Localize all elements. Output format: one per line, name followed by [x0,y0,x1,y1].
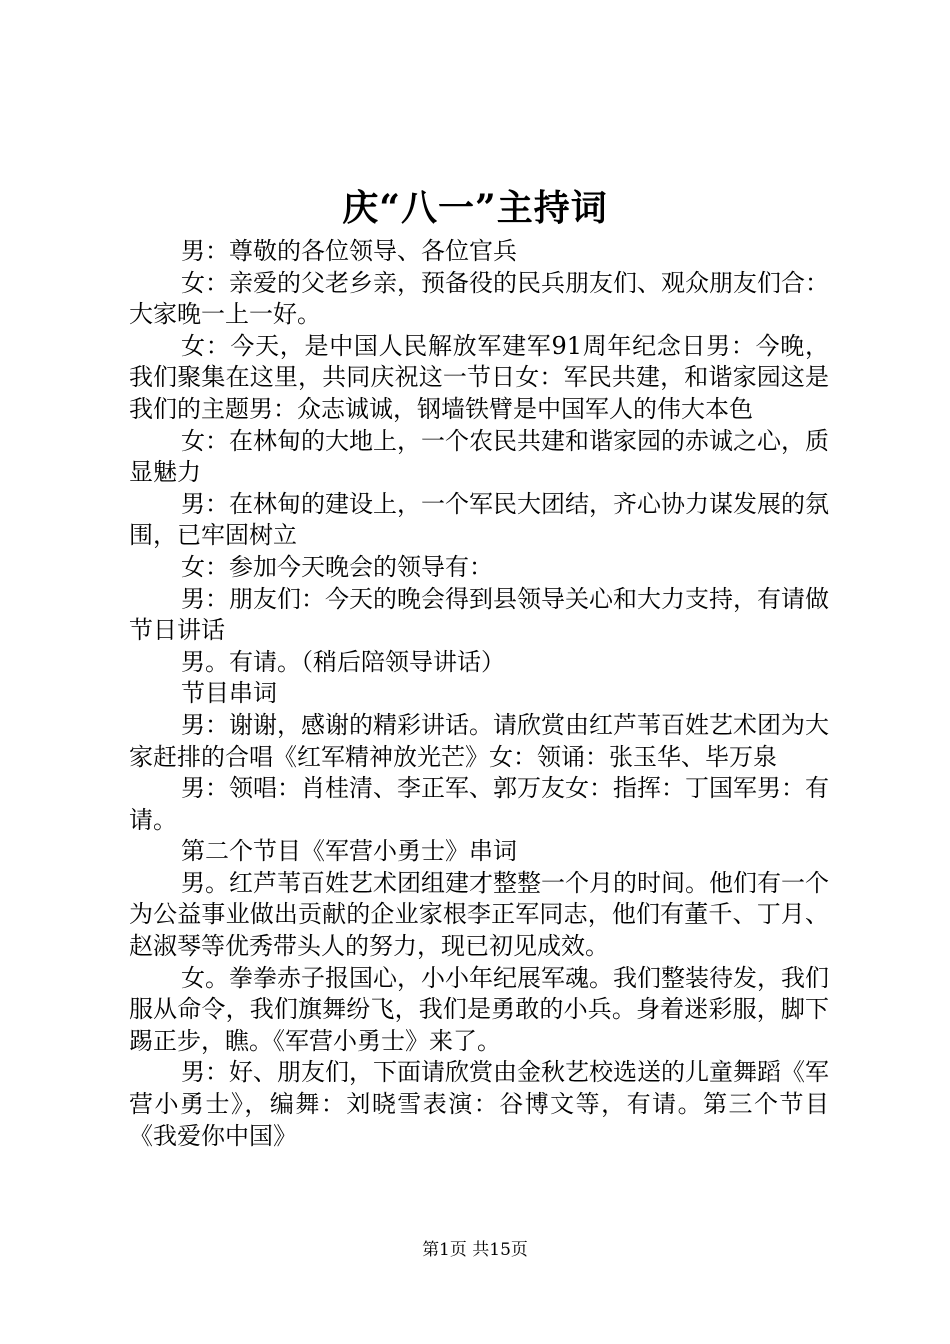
document-body [129,236,829,1152]
document-title: 庆“八一”主持词 [342,187,608,229]
paragraph: 男：领唱：肖桂清、李正军、郭万友女：指挥：丁国军男：有请。 [129,774,829,834]
paragraph: 第二个节目《军营小勇士》串词 [181,837,517,866]
paragraph: 女：亲爱的父老乡亲，预备役的民兵朋友们、观众朋友们合：大家晚一上一好。 [129,268,829,329]
paragraph: 男：尊敬的各位领导、各位官兵 [181,237,517,265]
paragraph: 女。拳拳赤子报国心，小小年纪展军魂。我们整装待发，我们服从命令，我们旗舞纷飞，我们是勇敢的小兵。身着迷彩服，脚下踢正步，瞧。《军营小勇士》来了。 [129,963,829,1055]
paragraph: 女：参加今天晚会的领导有： [181,552,493,581]
paragraph: 节目串词 [181,679,277,708]
paragraph: 男。有请。（稍后陪领导讲话） [181,647,505,676]
paragraph: 男：在林甸的建设上，一个军民大团结，齐心协力谋发展的氛围，已牢固树立 [129,489,829,550]
paragraph: 男：朋友们：今天的晚会得到县领导关心和大力支持，有请做节日讲话 [129,584,829,645]
paragraph: 男：谢谢，感谢的精彩讲话。请欣赏由红芦苇百姓艺术团为大家赶排的合唱《红军精神放光芒》女：领诵：张玉华、毕万泉 [129,710,829,771]
paragraph: 女：在林甸的大地上，一个农民共建和谐家园的赤诚之心，质显魅力 [129,426,829,487]
paragraph: 男。红芦苇百姓艺术团组建才整整一个月的时间。他们有一个为公益事业做出贡献的企业家根李正军同志，他们有董千、丁月、赵淑琴等优秀带头人的努力，现已初见成效。 [129,868,829,961]
page-footer: 第1页 共15页 [422,1240,528,1260]
paragraph: 男：好、朋友们，下面请欣赏由金秋艺校选送的儿童舞蹈《军营小勇士》，编舞：刘晓雪表演：谷博文等，有请。第三个节目《我爱你中国》 [129,1058,829,1150]
paragraph: 女：今天，是中国人民解放军建军91周年纪念日男：今晚，我们聚集在这里，共同庆祝这一节日女：军民共建，和谐家园这是我们的主题男：众志诚诚，钢墙铁臂是中国军人的伟大本色 [129,331,829,423]
